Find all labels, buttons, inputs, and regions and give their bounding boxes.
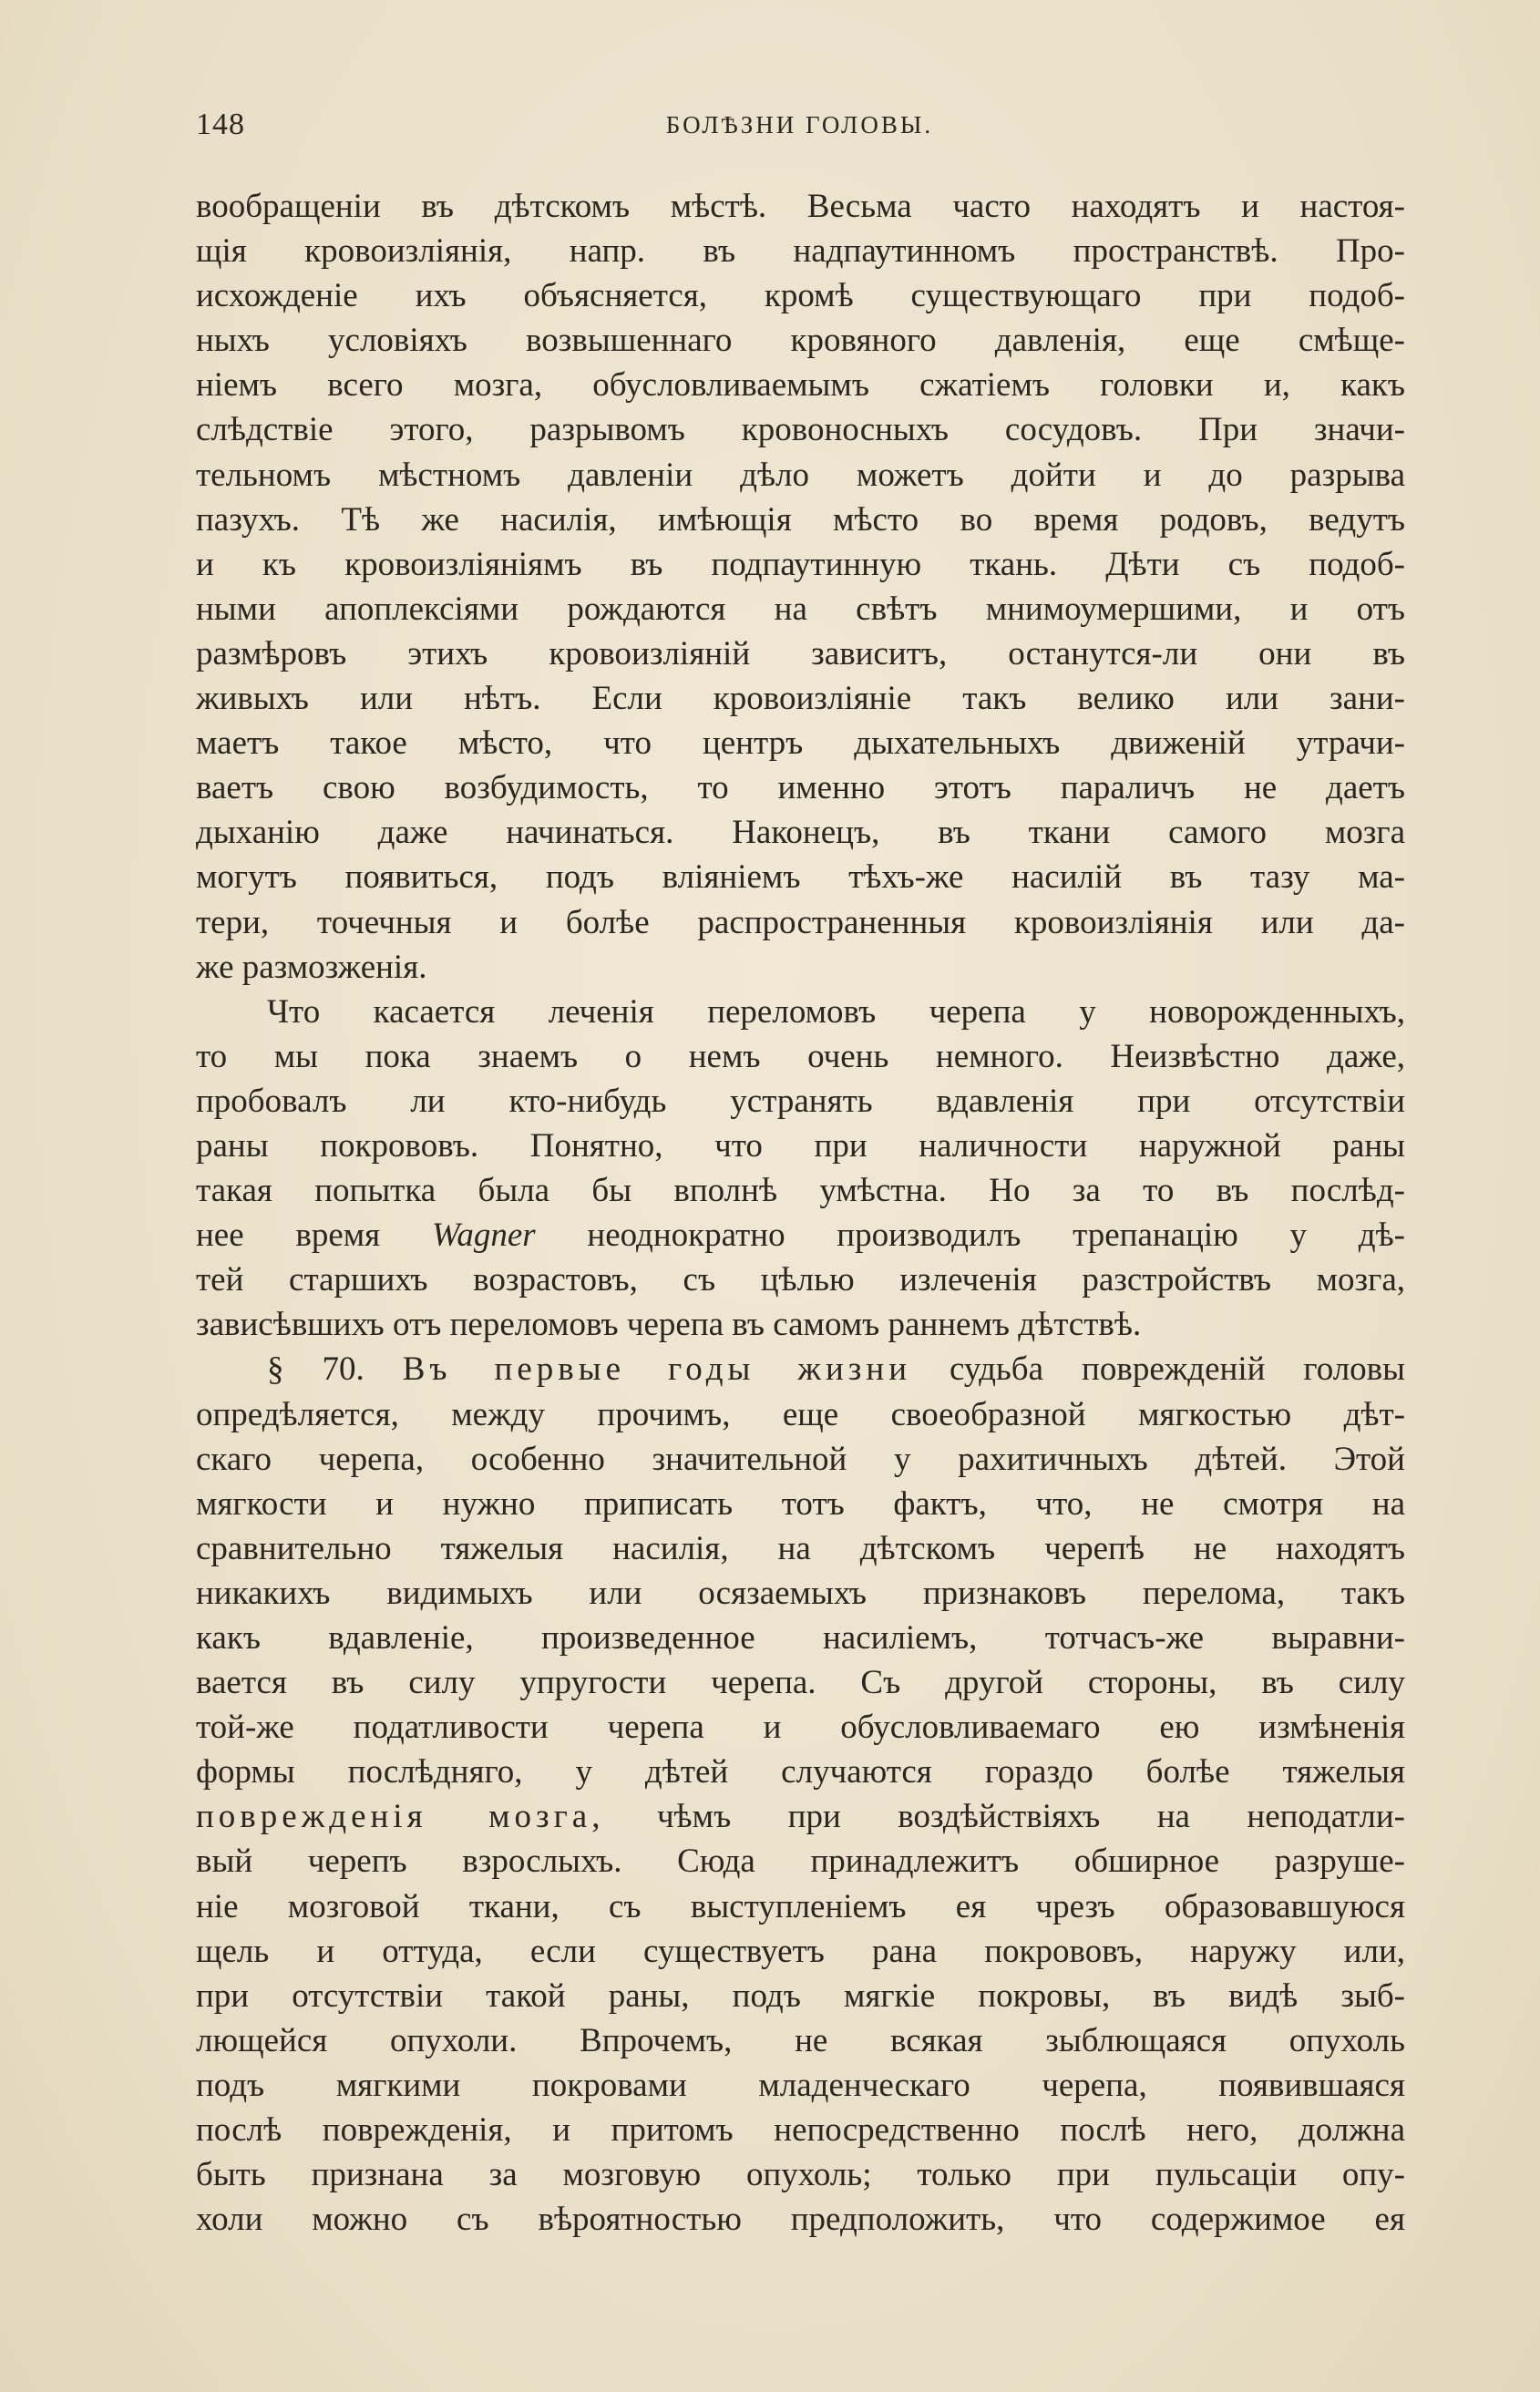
text-line xyxy=(196,945,1405,990)
text-run: ными апоплексiями рождаются на свѣтъ мнимоумершими, и отъ xyxy=(196,590,1405,628)
text-run: тей старшихъ возрастовъ, съ цѣлью излеченiя разстройствъ мозга, xyxy=(196,1261,1405,1299)
text-line xyxy=(196,1839,1405,1884)
text-run: ваетъ свою возбудимость, то именно этотъ параличъ не даетъ xyxy=(196,769,1405,807)
text-line xyxy=(196,184,1405,229)
text-run: какъ вдавленiе, произведенное насилiемъ, тотчасъ-же выравни- xyxy=(196,1619,1405,1657)
text-run: быть признана за мозговую опухоль; только при пульсацiи опу- xyxy=(196,2156,1405,2194)
text-run: судьба поврежденiй головы xyxy=(911,1350,1405,1389)
text-line xyxy=(196,1437,1405,1482)
text-line xyxy=(196,453,1405,498)
text-line xyxy=(196,1750,1405,1794)
text-line xyxy=(196,318,1405,363)
text-line xyxy=(196,2197,1405,2242)
text-line xyxy=(196,1392,1405,1437)
author-name: Wagner xyxy=(431,1217,536,1255)
page-number: 148 xyxy=(196,108,245,141)
text-run: § 70. xyxy=(267,1350,403,1389)
text-run: мягкости и нужно приписать тотъ фактъ, что, не смотря на xyxy=(196,1484,1405,1523)
text-line xyxy=(196,1482,1405,1526)
text-run: послѣ поврежденiя, и притомъ непосредственно послѣ него, должна xyxy=(196,2111,1405,2150)
text-line xyxy=(196,1705,1405,1750)
text-run: лющейся опухоли. Впрочемъ, не всякая зыблющаяся опухоль xyxy=(196,2021,1405,2059)
text-run: вообращенiи въ дѣтскомъ мѣстѣ. Весьма часто находятъ и настоя- xyxy=(196,188,1405,225)
text-run: подъ мягкими покровами младенческаго черепа, появившаяся xyxy=(196,2066,1405,2104)
text-line xyxy=(196,721,1405,765)
text-run: скаго черепа, особенно значительной у рахитичныхъ дѣтей. Этой xyxy=(196,1440,1405,1478)
text-line xyxy=(196,1974,1405,2018)
page-header xyxy=(196,108,1403,153)
text-run: сравнительно тяжелыя насилiя, на дѣтскомъ черепѣ не находятъ xyxy=(196,1529,1405,1567)
text-run: такая попытка была бы вполнѣ умѣстна. Но за то въ послѣд- xyxy=(196,1172,1405,1210)
text-run: исхожденiе ихъ объясняется, кромѣ существующаго при подоб- xyxy=(196,277,1405,315)
text-run: слѣдствiе этого, разрывомъ кровоносныхъ сосудовъ. При значи- xyxy=(196,411,1405,449)
text-run: пробовалъ ли кто-нибудь устранять вдавленiя при отсутствiи xyxy=(196,1082,1405,1120)
text-line xyxy=(196,587,1405,631)
text-line xyxy=(196,1213,1405,1258)
text-line xyxy=(196,1660,1405,1705)
text-line xyxy=(196,1884,1405,1929)
text-line xyxy=(196,810,1405,855)
text-run: же размозженiя. xyxy=(196,948,427,986)
text-run: пазухъ. Тѣ же насилiя, имѣющiя мѣсто во время родовъ, ведутъ xyxy=(196,500,1405,539)
text-run: тери, точечныя и болѣе распространенныя кровоизлiянiя или да- xyxy=(196,903,1405,941)
text-run: ныхъ условiяхъ возвышеннаго кровяного давленiя, еще смѣще- xyxy=(196,322,1405,360)
text-line xyxy=(196,1616,1405,1660)
text-line xyxy=(196,1302,1405,1347)
text-line xyxy=(196,900,1405,945)
text-run: нiе мозговой ткани, съ выступленiемъ ея чрезъ образовавшуюся xyxy=(196,1887,1405,1925)
spaced-text: Въ первые годы жизни xyxy=(402,1350,911,1389)
text-run: маетъ такое мѣсто, что центръ дыхательныхъ движенiй утрачи- xyxy=(196,724,1405,763)
text-run: щель и оттуда, если существуетъ рана покрововъ, наружу или, xyxy=(196,1932,1405,1970)
text-run: вый черепъ взрослыхъ. Сюда принадлежитъ обширное разруше- xyxy=(196,1843,1405,1881)
text-run: вается въ силу упругости черепа. Съ другой стороны, въ силу xyxy=(196,1664,1405,1702)
text-line xyxy=(196,407,1405,452)
text-run: размѣровъ этихъ кровоизлiянiй зависитъ, останутся-ли они въ xyxy=(196,634,1405,672)
text-run: раны покрововъ. Понятно, что при наличности наружной раны xyxy=(196,1126,1405,1165)
text-run: тельномъ мѣстномъ давленiи дѣло можетъ дойти и до разрыва xyxy=(196,456,1405,494)
text-line xyxy=(196,1079,1405,1124)
text-run: зависѣвшихъ отъ переломовъ черепа въ самомъ раннемъ дѣтствѣ. xyxy=(196,1306,1142,1344)
text-line xyxy=(196,542,1405,587)
text-line xyxy=(196,1571,1405,1616)
text-line xyxy=(196,1168,1405,1213)
text-line xyxy=(196,2063,1405,2108)
text-line xyxy=(196,2152,1405,2197)
text-run: той-же податливости черепа и обусловливаемаго ею измѣненiя xyxy=(196,1709,1405,1747)
text-run: при отсутствiи такой раны, подъ мягкiе покровы, въ видѣ зыб- xyxy=(196,1976,1405,2015)
text-line xyxy=(196,1929,1405,1974)
text-line xyxy=(196,855,1405,899)
text-run: то мы пока знаемъ о немъ очень немного. Неизвѣстно даже, xyxy=(196,1037,1405,1075)
text-line xyxy=(196,1258,1405,1302)
text-run: Что касается леченiя переломовъ черепа у новорожденныхъ, xyxy=(267,992,1405,1031)
text-line xyxy=(196,1124,1405,1168)
running-head: БОЛѢЗНИ ГОЛОВЫ. xyxy=(665,111,934,139)
text-line xyxy=(196,1526,1405,1571)
text-run: щiя кровоизлiянiя, напр. въ надпаутинномъ пространствѣ. Про- xyxy=(196,232,1405,271)
text-line xyxy=(196,229,1405,273)
text-run: холи можно съ вѣроятностью предположить, что содержимое ея xyxy=(196,2201,1405,2239)
text-line xyxy=(196,631,1405,676)
text-line xyxy=(196,990,1405,1034)
text-line xyxy=(196,765,1405,810)
text-line xyxy=(196,498,1405,542)
spaced-text: поврежденiя мозга xyxy=(196,1798,592,1836)
text-run: неоднократно производилъ трепанацiю у дѣ- xyxy=(535,1217,1405,1255)
text-line xyxy=(196,676,1405,721)
text-line xyxy=(196,273,1405,318)
text-run: дыханiю даже начинаться. Наконецъ, въ ткани самого мозга xyxy=(196,814,1405,852)
text-run: опредѣляется, между прочимъ, еще своеобразной мягкостью дѣт- xyxy=(196,1395,1405,1433)
body-text xyxy=(196,184,1405,2242)
text-run: формы послѣдняго, у дѣтей случаются гораздо болѣе тяжелыя xyxy=(196,1753,1405,1791)
text-run: и къ кровоизлiянiямъ въ подпаутинную ткань. Дѣти съ подоб- xyxy=(196,545,1405,583)
text-line xyxy=(196,2108,1405,2152)
text-run: живыхъ или нѣтъ. Если кровоизлiянiе такъ велико или зани- xyxy=(196,680,1405,718)
text-run: нее время xyxy=(196,1217,432,1255)
text-line xyxy=(196,1794,1405,1839)
text-run: нiемъ всего мозга, обусловливаемымъ сжатiемъ головки и, какъ xyxy=(196,366,1405,405)
text-line xyxy=(196,1034,1405,1079)
text-run: могутъ появиться, подъ влiянiемъ тѣхъ-же насилiй въ тазу ма- xyxy=(196,858,1405,897)
text-run: никакихъ видимыхъ или осязаемыхъ признаковъ перелома, такъ xyxy=(196,1574,1405,1612)
text-line xyxy=(196,1347,1405,1391)
text-line xyxy=(196,2018,1405,2063)
text-run: , чѣмъ при воздѣйствiяхъ на неподатли- xyxy=(591,1798,1405,1836)
text-line xyxy=(196,363,1405,407)
